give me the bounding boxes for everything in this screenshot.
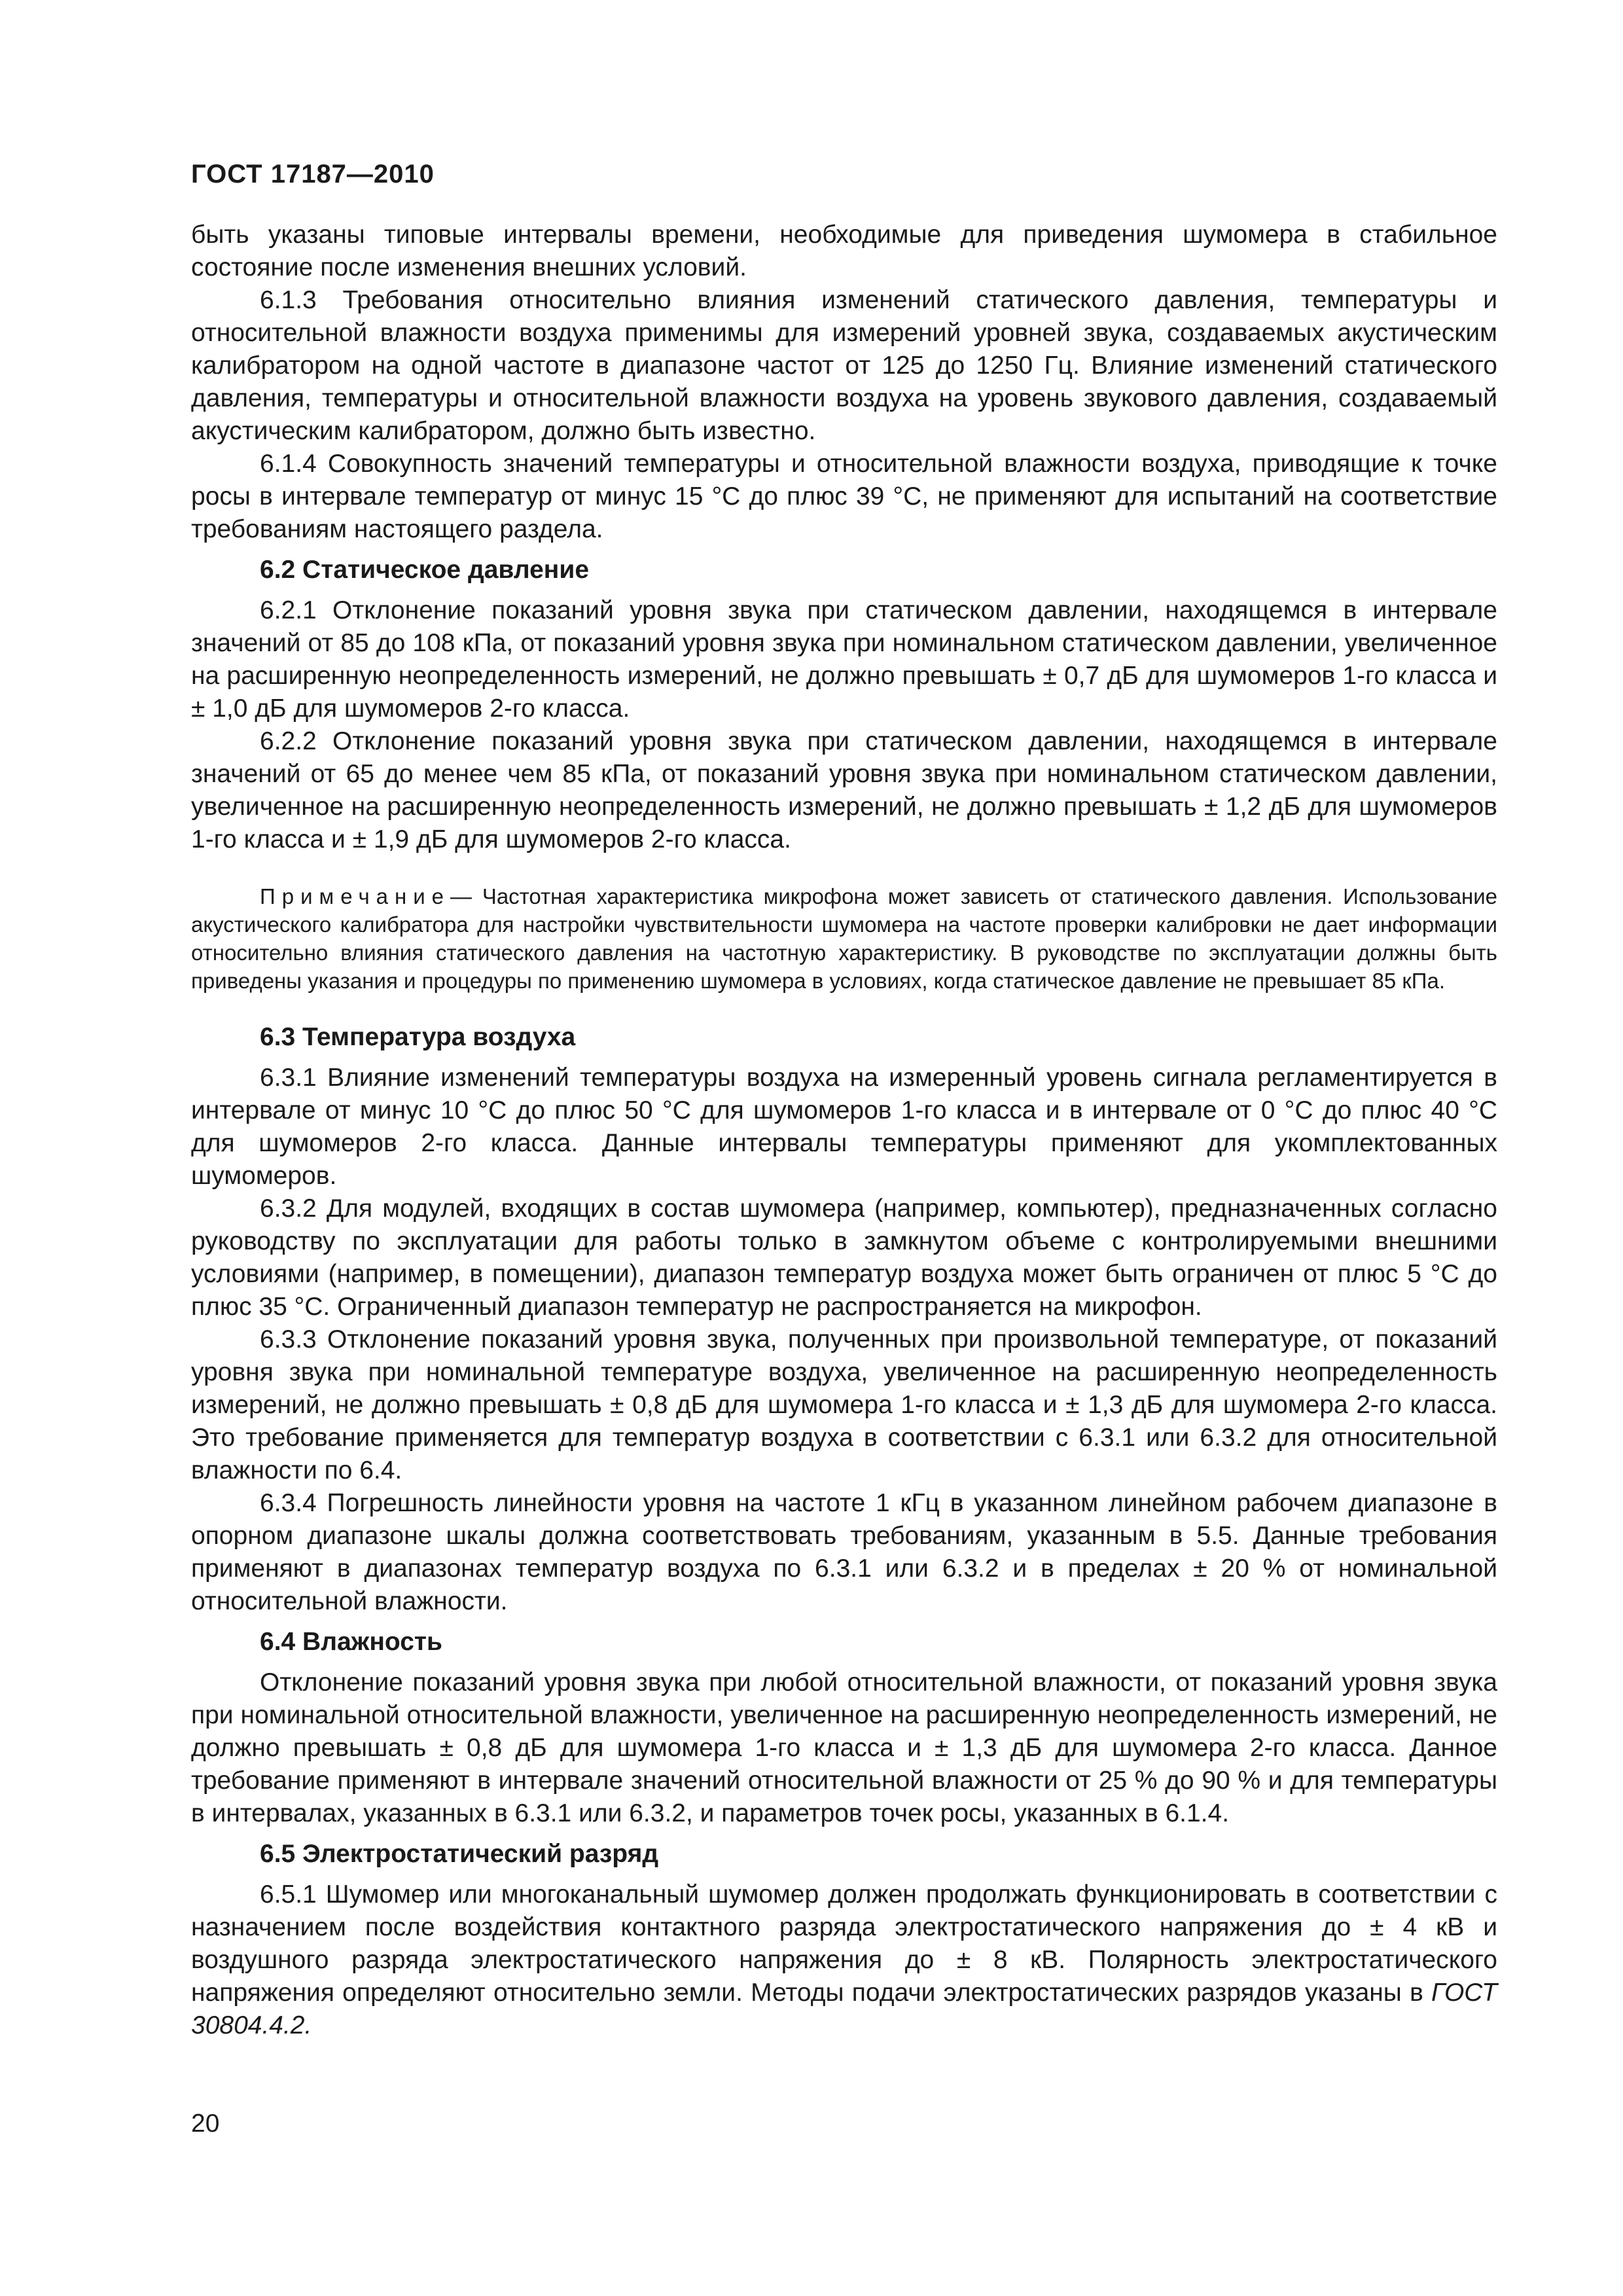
paragraph-continuation: быть указаны типовые интервалы времени, необходимые для приведения шумомера в стабильное состояние после изменения внешних условий. <box>191 221 1497 281</box>
paragraph-6-3-2: 6.3.2 Для модулей, входящих в состав шумомера (например, компьютер), предназначенных согласно руководству по эксплуатации для работы только в замкнутом объеме с контролируемыми внешними условиями (например, в помещении), диапазон температур воздуха может быть ограничен от плюс 5 °С до плюс 35 °С. Ограниченный диапазон температур не распространяется на микрофон. <box>191 1194 1497 1321</box>
heading-6-2: 6.2 Статическое давление <box>260 556 590 584</box>
paragraph-6-2-1: 6.2.1 Отклонение показаний уровня звука при статическом давлении, находящемся в интервале значений от 85 до 108 кПа, от показаний уровня звука при номинальном статическом давлении, увеличенное на расширенную неопределенность измерений, не должно превышать ± 0,7 дБ для шумомеров 1-го класса и ± 1,0 дБ для шумомеров 2-го класса. <box>191 596 1497 723</box>
note-label: Примечание <box>260 884 451 908</box>
paragraph-6-1-3: 6.1.3 Требования относительно влияния изменений статического давления, температуры и относительной влажности воздуха применимы для измерений уровней звука, создаваемых акустическим калибратором на одной частоте в диапазоне частот от 125 до 1250 Гц. Влияние изменений статического давления, температуры и относительной влажности воздуха на уровень звукового давления, создаваемый акустическим калибратором, должно быть известно. <box>191 286 1497 445</box>
page-number: 20 <box>191 2109 220 2138</box>
paragraph-6-5-1 <box>191 1878 1497 2042</box>
heading-6-3: 6.3 Температура воздуха <box>260 1023 576 1051</box>
standard-reference: ГОСТ 30804.4.2. <box>191 1979 1497 2039</box>
note <box>191 882 1497 995</box>
paragraph-6-5-1-text: 6.5.1 Шумомер или многоканальный шумомер должен продолжать функционировать в соответствии с назначением после воздействия контактного разряда электростатического напряжения до ± 4 кВ и воздушного разряда электростатического напряжения до ± 8 кВ. Полярность электростатического напряжения определяют относительно земли. Методы подачи электростатических разрядов указаны в <box>191 1880 1497 2007</box>
paragraph-6-1-4: 6.1.4 Совокупность значений температуры и относительной влажности воздуха, приводящие к точке росы в интервале температур от минус 15 °С до плюс 39 °С, не применяют для испытаний на соответствие требованиям настоящего раздела. <box>191 450 1497 543</box>
heading-6-5: 6.5 Электростатический разряд <box>260 1840 659 1868</box>
document-page <box>191 156 1497 2042</box>
paragraph-6-3-4: 6.3.4 Погрешность линейности уровня на частоте 1 кГц в указанном линейном рабочем диапазоне в опорном диапазоне шкалы должна соответствовать требованиям, указанным в 5.5. Данные требования применяют в диапазонах температур воздуха по 6.3.1 или 6.3.2 и в пределах ± 20 % от номинальной относительной влажности. <box>191 1489 1497 1615</box>
heading-6-4: 6.4 Влажность <box>260 1628 442 1656</box>
paragraph-6-2-2: 6.2.2 Отклонение показаний уровня звука при статическом давлении, находящемся в интервале значений от 65 до менее чем 85 кПа, от показаний уровня звука при номинальном статическом давлении, увеличенное на расширенную неопределенность измерений, не должно превышать ± 1,2 дБ для шумомеров 1-го класса и ± 1,9 дБ для шумомеров 2-го класса. <box>191 727 1497 853</box>
paragraph-6-3-1: 6.3.1 Влияние изменений температуры воздуха на измеренный уровень сигнала регламентируется в интервале от минус 10 °С до плюс 50 °С для шумомеров 1-го класса и в интервале от 0 °С до плюс 40 °С для шумомеров 2-го класса. Данные интервалы температуры применяют для укомплектованных шумомеров. <box>191 1064 1497 1190</box>
paragraph-6-3-3: 6.3.3 Отклонение показаний уровня звука, полученных при произвольной температуре, от показаний уровня звука при номинальной температуре воздуха, увеличенное на расширенную неопределенность измерений, не должно превышать ± 0,8 дБ для шумомера 1-го класса и ± 1,3 дБ для шумомера 2-го класса. Это требование применяется для температур воздуха в соответствии с 6.3.1 или 6.3.2 для относительной влажности по 6.4. <box>191 1325 1497 1484</box>
document-header: ГОСТ 17187—2010 <box>191 160 435 188</box>
paragraph-6-4: Отклонение показаний уровня звука при любой относительной влажности, от показаний уровня звука при номинальной относительной влажности, увеличенное на расширенную неопределенность измерений, не должно превышать ± 0,8 дБ для шумомера 1-го класса и ± 1,3 дБ для шумомера 2-го класса. Данное требование применяют в интервале значений относительной влажности от 25 % до 90 % и для температуры в интервалах, указанных в 6.3.1 или 6.3.2, и параметров точек росы, указанных в 6.1.4. <box>191 1668 1497 1827</box>
note-text: — Частотная характеристика микрофона может зависеть от статического давления. Использование акустического калибратора для настройки чувствительности шумомера на частоте проверки калибровки не дает информации относительно влияния статического давления на частотную характеристику. В руководстве по эксплуатации должны быть приведены указания и процедуры по применению шумомера в условиях, когда статическое давление не превышает 85 кПа. <box>191 884 1497 993</box>
